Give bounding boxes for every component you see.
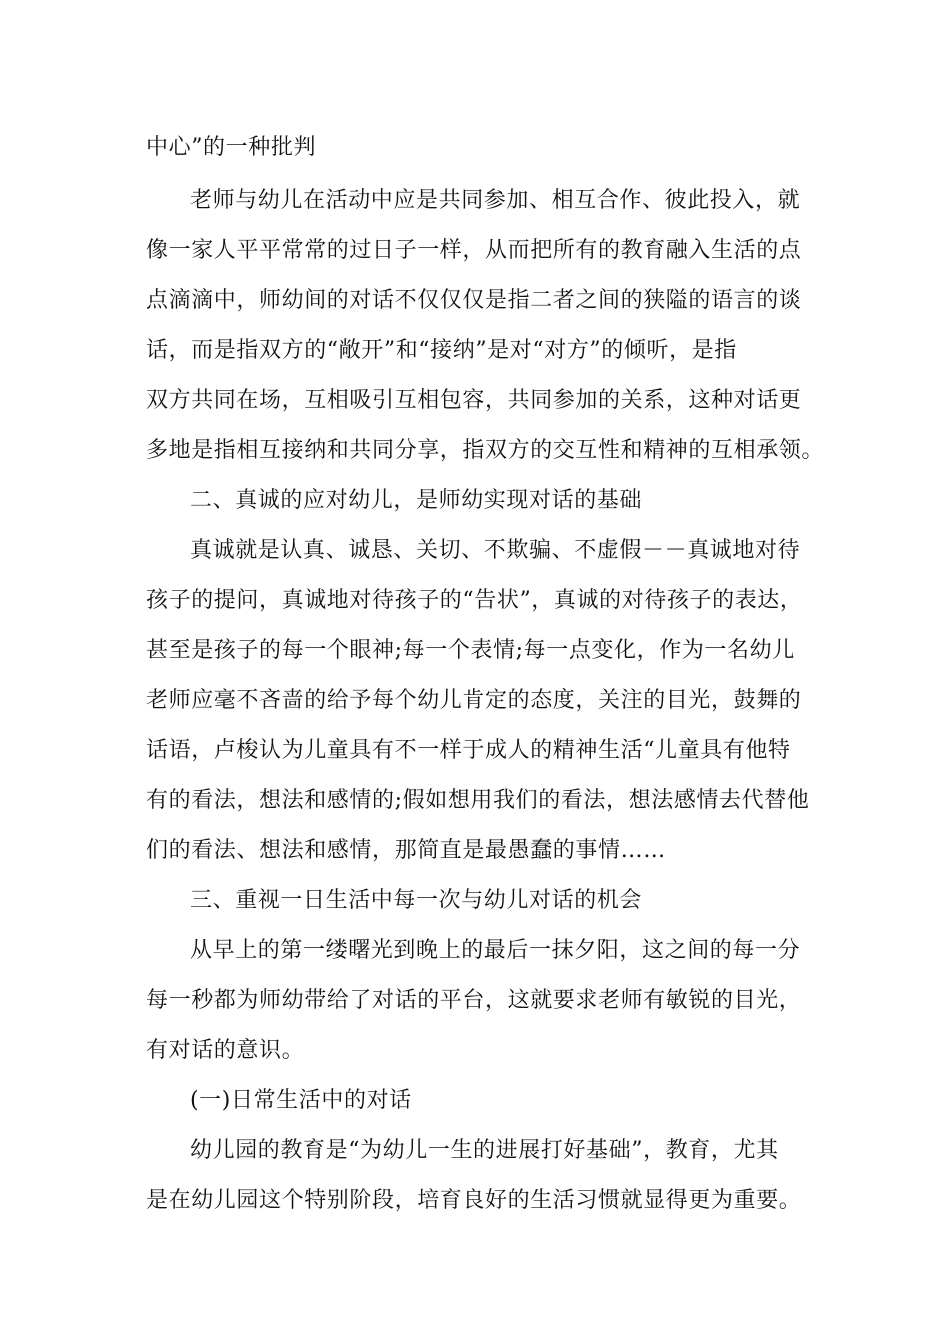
paragraph-first-line: 真诚就是认真、诚恳、关切、不欺骗、不虚假－－真诚地对待 [190,538,801,563]
text-line: 老师应毫不吝啬的给予每个幼儿肯定的态度，关注的目光，鼓舞的 [146,688,802,713]
paragraph-first-line: 从早上的第一缕曙光到晚上的最后一抹夕阳，这之间的每一分 [190,938,801,963]
text-line: 甚至是孩子的每一个眼神;每一个表情;每一点变化，作为一名幼儿 [146,638,795,663]
text-line: 多地是指相互接纳和共同分享，指双方的交互性和精神的互相承领。 [146,438,825,463]
text-line: 每一秒都为师幼带给了对话的平台，这就要求老师有敏锐的目光， [146,988,802,1013]
text-line: 有对话的意识。 [146,1038,305,1063]
text-line: 话，而是指双方的“敞开”和“接纳”是对“对方”的倾听，是指 [146,338,737,363]
subsection-heading: (一)日常生活中的对话 [190,1088,412,1113]
text-line: 是在幼儿园这个特别阶段，培育良好的生活习惯就显得更为重要。 [146,1188,802,1213]
section-heading-2: 二、真诚的应对幼儿，是师幼实现对话的基础 [190,488,643,513]
paragraph-first-line: 幼儿园的教育是“为幼儿一生的进展打好基础”，教育，尤其 [190,1138,779,1163]
text-line: 中心”的一种批判 [146,135,317,160]
paragraph-first-line: 老师与幼儿在活动中应是共同参加、相互合作、彼此投入，就 [190,188,801,213]
text-line: 孩子的提问，真诚地对待孩子的“告状”，真诚的对待孩子的表达， [146,588,803,613]
text-line: 像一家人平平常常的过日子一样，从而把所有的教育融入生活的点 [146,238,802,263]
text-line: 点滴滴中，师幼间的对话不仅仅仅是指二者之间的狭隘的语言的谈 [146,288,802,313]
text-line: 有的看法，想法和感情的;假如想用我们的看法，想法感情去代替他 [146,788,810,813]
text-line: 双方共同在场，互相吸引互相包容，共同参加的关系，这种对话更 [146,388,802,413]
text-line: 话语，卢梭认为儿童具有不一样于成人的精神生活“儿童具有他特 [146,738,791,763]
section-heading-3: 三、重视一日生活中每一次与幼儿对话的机会 [190,888,643,913]
text-line: 们的看法、想法和感情，那简直是最愚蠢的事情…… [146,838,666,863]
